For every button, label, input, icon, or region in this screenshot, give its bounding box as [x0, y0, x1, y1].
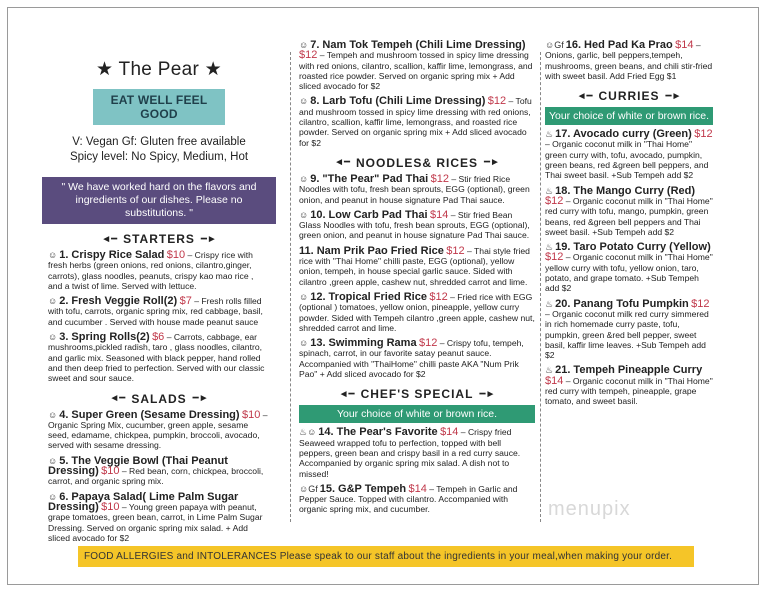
diet-legend	[48, 135, 270, 165]
item-price: $14	[440, 426, 459, 439]
item-price: $12	[299, 49, 318, 62]
item-description: – Tofu and mushroom tossed in spicy lime dressing with red onions, cilantro, scallion, kaffir lime, lemongrass, and roasted rice powder. Served on organic spring mix + Add sliced avocado for $2	[299, 96, 532, 148]
menu-item	[299, 246, 535, 287]
diet-icon: ☺	[299, 338, 309, 349]
diet-icon: ☺	[48, 250, 58, 260]
diet-icon: ☺	[299, 209, 309, 220]
menu-item	[299, 210, 535, 241]
noodles-list	[299, 174, 535, 379]
menu-item	[545, 365, 713, 406]
arrow-left-icon: ◄━	[576, 90, 593, 102]
section-noodles	[299, 156, 535, 170]
curries-rice-note: Your choice of white or brown rice.	[545, 107, 713, 125]
diet-icon: ☺	[48, 409, 58, 420]
section-title: STARTERS	[123, 232, 195, 246]
item-price: $7	[179, 295, 192, 308]
item-description: – Onions, garlic, bell peppers,tempeh, mushrooms, green beans, and chili stir-fried with sweet basil. Add Fried Egg $1	[545, 40, 713, 81]
item-name: 2. Fresh Veggie Roll(2)	[59, 295, 178, 308]
menu-column-1	[48, 56, 270, 548]
diet-icon: ♨	[545, 298, 554, 309]
item-price: $12	[545, 194, 564, 207]
item-description: – Crispy tofu, tempeh, spinach, carrot, in our favorite satay peanut sauce. Accompanied with "ThaiHome" chilli paste AKA "Num Prik Pao" + Add sliced avocado for $2	[299, 338, 524, 380]
starters-list	[48, 250, 270, 384]
item-description: – Carrots, cabbage, ear mushrooms,pickled radish, taro , glass noodles, cilantro, and garlic mix. Seasoned with black pepper, hand rolled and then deep fried to perfection. Served with our classic sweet and sour sauce.	[48, 332, 265, 384]
item-name: 16. Hed Pad Ka Prao	[565, 39, 673, 51]
menu-item	[299, 338, 535, 379]
menu-item	[545, 242, 713, 293]
arrow-right-icon: ━►	[479, 388, 496, 400]
menupix-watermark: menupix	[548, 498, 631, 520]
item-name: 9. "The Pear" Pad Thai	[310, 172, 429, 185]
diet-icon: ☺	[299, 96, 309, 107]
item-price: $10	[166, 249, 186, 261]
diet-icon: ☺	[299, 173, 309, 184]
tagline-banner: EAT WELL FEEL GOOD	[93, 89, 225, 125]
menu-item	[299, 174, 535, 205]
item-name: 21. Tempeh Pineapple Curry	[555, 364, 703, 377]
menu-item	[299, 427, 535, 478]
diet-icon: ☺Gf	[545, 40, 564, 50]
item-description: – Fresh rolls filled with tofu, carrots, organic spring mix, red cabbage, basil, and cucumber . Served with house made peanut sauce	[48, 296, 263, 327]
item-name: 1. Crispy Rice Salad	[59, 249, 165, 261]
menu-item	[48, 250, 270, 291]
item-price: $12	[691, 297, 710, 310]
item-price: $6	[152, 331, 165, 344]
diet-icon: ☺	[48, 332, 58, 343]
item-name: 14. The Pear's Favorite	[318, 426, 438, 439]
item-price: $14	[429, 208, 449, 221]
item-price: $10	[101, 465, 120, 478]
item-name: 11. Nam Prik Pao Fried Rice	[299, 244, 444, 257]
section-title: CHEF'S SPECIAL	[360, 387, 474, 402]
menu-item	[545, 299, 713, 361]
item-price: $12	[694, 128, 713, 141]
item-name: 19. Taro Potato Curry (Yellow)	[555, 241, 711, 254]
no-substitutions-notice: " We have worked hard on the flavors and ingredients of our dishes. Please no substitutions. "	[42, 177, 276, 224]
item-price: $12	[545, 251, 564, 264]
item-description: – Crispy rice with fresh herbs (green onions, red onions, cilantro,ginger, carrots), glass noodles, peanuts, crispy kao mao rice , and a twist of lime. Served with lettuce.	[48, 250, 254, 291]
item-price: $12	[429, 290, 448, 303]
item-name: 6. Papaya Salad( Lime Palm Sugar Dressing)	[48, 490, 239, 513]
item-name: 17. Avocado curry (Green)	[555, 128, 692, 141]
col2-top-list	[299, 40, 535, 148]
menu-item	[299, 40, 535, 91]
item-price: $10	[101, 500, 120, 513]
item-name: 8. Larb Tofu (Chili Lime Dressing)	[310, 95, 486, 108]
section-title: CURRIES	[598, 89, 660, 104]
item-name: 18. The Mango Curry (Red)	[555, 184, 696, 197]
menu-column-2	[299, 40, 535, 520]
arrow-left-icon: ◄━	[101, 233, 118, 245]
diet-icon: ☺	[299, 40, 309, 50]
menu-item	[299, 484, 535, 515]
item-price: $12	[487, 95, 507, 108]
menu-item	[48, 492, 270, 543]
menu-item	[48, 296, 270, 327]
menu-item	[545, 129, 713, 180]
item-name: 7. Nam Tok Tempeh (Chili Lime Dressing)	[310, 39, 526, 51]
diet-line: V: Vegan Gf: Gluten free available	[72, 136, 246, 148]
item-description: – Fried rice with EGG (optional ) tomatoes, yellow onion, pineapple, yellow curry powder. Sided with Tempeh cilantro ,green apple, cashew nut, shredded carrot and lime.	[299, 291, 535, 333]
restaurant-title: ★ The Pear ★	[95, 59, 223, 80]
menu-item	[545, 186, 713, 237]
diet-icon: ♨	[545, 185, 554, 196]
diet-icon: ☺	[48, 455, 58, 466]
curries-list	[545, 129, 713, 406]
menu-item	[299, 96, 535, 147]
diet-icon: ♨	[545, 129, 554, 140]
menu-item	[48, 456, 270, 487]
item-description: – Organic coconut milk in "Thai Home" yellow curry with tofu, yellow onion, taro, potato, and grape tomato. +Sub Tempeh add $2	[545, 252, 713, 294]
item-name: 5. The Veggie Bowl (Thai Peanut Dressing)	[48, 454, 228, 478]
item-price: $10	[241, 408, 261, 421]
item-name: 12. Tropical Fried Rice	[310, 290, 427, 303]
item-price: $12	[430, 172, 449, 185]
section-title: NOODLES& RICES	[355, 155, 478, 170]
salads-list	[48, 410, 270, 544]
diet-icon: ☺	[48, 491, 58, 502]
arrow-right-icon: ━►	[484, 157, 500, 169]
item-price: $14	[675, 39, 694, 51]
diet-icon: ☺	[48, 296, 58, 307]
item-description: – Thai style fried rice with "Thai Home" chilli paste, EGG (optional), yellow onion, tempeh, in house special garlic sauce. Sided with cilantro ,green apple, cashew nut, shredded carrot and lime.	[299, 245, 530, 287]
diet-icon: ♨☺	[299, 427, 317, 438]
item-description: – Organic coconut milk in "Thai Home" red curry with tofu, mango, pumpkin, green beans, red &green bell peppers and Thai sweet basil. +Sub Tempeh add $2	[545, 195, 713, 237]
item-price: $14	[545, 374, 564, 387]
item-name: 4. Super Green (Sesame Dressing)	[59, 408, 240, 421]
diet-icon: ♨	[545, 365, 554, 376]
arrow-left-icon: ◄━	[109, 393, 126, 405]
section-chefs-special	[299, 387, 535, 401]
column-divider-right	[540, 52, 541, 522]
section-title: SALADS	[131, 391, 187, 406]
chefs-rice-note: Your choice of white or brown rice.	[299, 405, 535, 423]
item-name: 15. G&P Tempeh	[319, 482, 407, 495]
arrow-left-icon: ◄━	[334, 157, 350, 169]
item-description: – Red bean, corn, chickpea, broccoli, carrot, and organic spring mix.	[48, 466, 264, 487]
diet-icon: ☺Gf	[299, 483, 318, 494]
menu-column-3	[545, 40, 713, 412]
menu-item	[48, 410, 270, 451]
item-name: 3. Spring Rolls(2)	[59, 331, 150, 344]
menu-item	[545, 40, 713, 81]
chefs-list	[299, 427, 535, 514]
item-description: – Organic coconut milk red curry simmered in rich homemade curry paste, tofu, pumpkin, green &red bell pepper, sweet basil, kaffir lime leaves. +Sub Tempeh add $2	[545, 308, 709, 361]
item-description: – Organic Spring Mix, cucumber, green apple, sesame seed, edamame, chickpea, pumpkin, broccoli, avocado, served with sesame dressing.	[48, 409, 268, 451]
diet-icon: ☺	[299, 291, 309, 302]
arrow-right-icon: ━►	[192, 393, 209, 405]
section-curries	[545, 89, 713, 103]
item-description: – Stir fried Rice Noodles with tofu, fresh bean sprouts, EGG (optional), green onion, and peanut in house signature Pad Thai sauce.	[299, 173, 530, 205]
item-description: – Tempeh in Garlic and Pepper Sauce. Topped with cilantro. Accompanied with organic spring mix, and cucumber.	[299, 483, 518, 515]
item-name: 10. Low Carb Pad Thai	[310, 208, 428, 221]
spice-line: Spicy level: No Spicy, Medium, Hot	[69, 151, 249, 163]
item-description: – Crispy fried Seaweed wrapped tofu to perfection, topped with bell peppers, green bean and crispy basil in a red curry sauce. Accompanied by organic spring mix salad. A dish not to missed!	[299, 427, 521, 479]
menu-item	[299, 292, 535, 333]
arrow-right-icon: ━►	[665, 90, 682, 102]
diet-icon: ♨	[545, 242, 554, 253]
item-price: $12	[418, 337, 438, 350]
item-description: – Stir fried Bean Glass Noodles with tofu, fresh bean sprouts, EGG (optional), green onion, and peanut in house signature Pad Thai sauce.	[299, 209, 530, 241]
arrow-right-icon: ━►	[200, 233, 217, 245]
col3-top-list	[545, 40, 713, 81]
item-name: 20. Panang Tofu Pumpkin	[555, 297, 689, 310]
allergy-notice: FOOD ALLERGIES and INTOLERANCES Please speak to our staff about the ingredients in your meal,when making your order.	[78, 546, 694, 567]
item-description: – Organic coconut milk in "Thai Home" red curry with tempeh, pineapple, grape tomato, and sweet basil.	[545, 375, 713, 407]
item-description: – Tempeh and mushroom tossed in spicy lime dressing with red onions, cilantro, scallion, kaffir lime, lemongrass, and roasted rice powder. Served on organic spring mix + Add sliced avocado for $2	[299, 50, 533, 92]
item-description: – Young green papaya with peanut, grape tomatoes, green bean, carrot, in Lime Palm Sugar Dressing. Served on organic spring mix salad. + Add sliced avocado for $2	[48, 501, 263, 543]
menu-item	[48, 332, 270, 383]
item-name: 13. Swimming Rama	[310, 337, 417, 350]
item-price: $12	[446, 244, 465, 257]
section-salads	[48, 392, 270, 406]
arrow-left-icon: ◄━	[338, 388, 355, 400]
section-starters	[48, 232, 270, 246]
item-description: – Organic coconut milk in "Thai Home" green curry with, tofu, avocado, pumpkin, green beans, red &green bell peppers, and Thai sweet basil. +Sub Tempeh add $2	[545, 139, 709, 181]
item-price: $14	[408, 482, 427, 495]
column-divider-left	[290, 52, 291, 522]
